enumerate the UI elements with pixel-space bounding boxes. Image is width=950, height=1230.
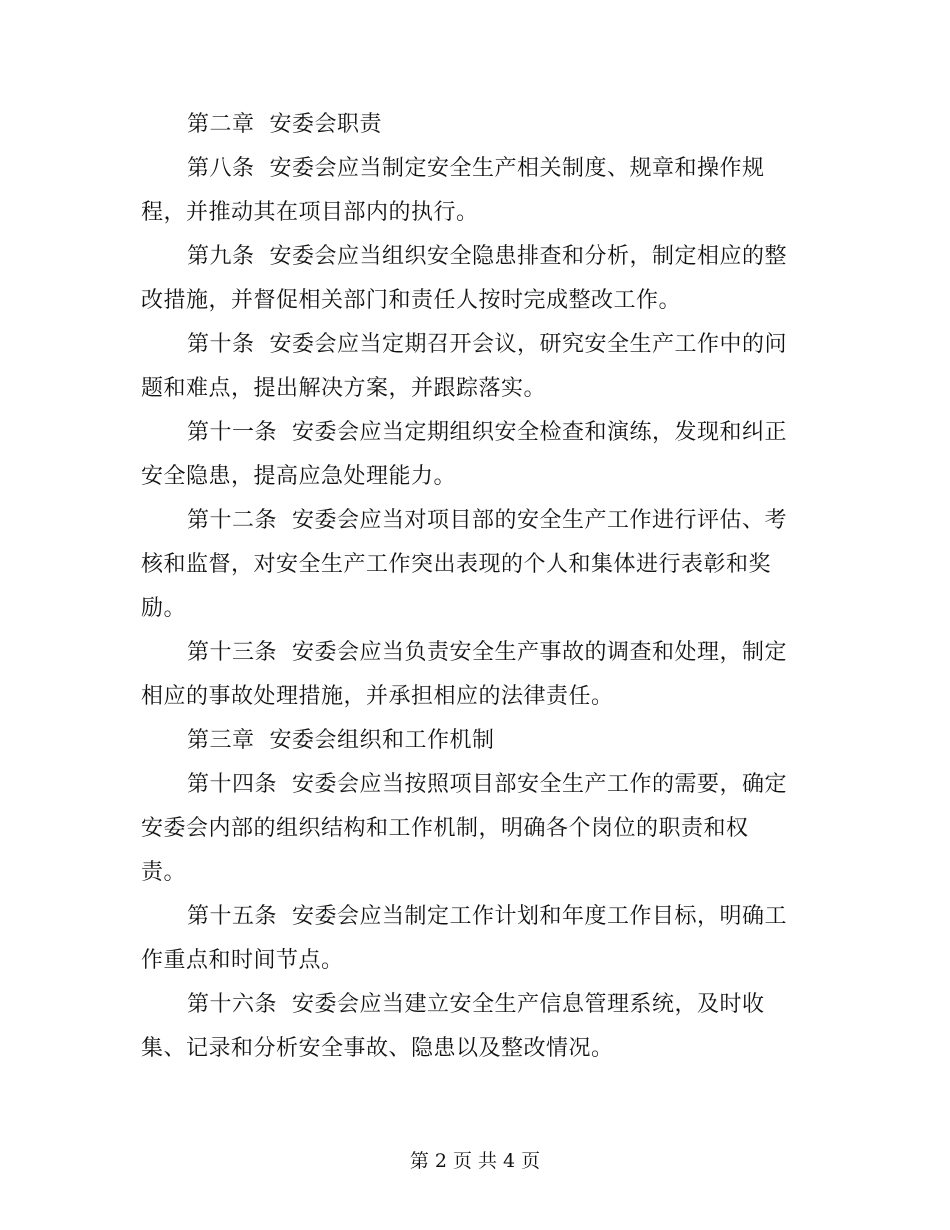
text-line: 第十四条 安委会应当按照项目部安全生产工作的需要，确定: [187, 772, 787, 797]
text-line: 相应的事故处理措施，并承担相应的法律责任。: [141, 684, 614, 709]
text-line: 责。: [141, 860, 187, 885]
text-line: 集、记录和分析安全事故、隐患以及整改情况。: [141, 1036, 614, 1061]
text-line: 第十三条 安委会应当负责安全生产事故的调查和处理，制定: [187, 640, 787, 665]
page-footer: 第 2 页 共 4 页: [409, 1150, 541, 1172]
article-paragraph: [141, 147, 821, 235]
text-line: 作重点和时间节点。: [141, 948, 344, 973]
text-line: 题和难点，提出解决方案，并跟踪落实。: [141, 376, 547, 401]
text-line: 第十五条 安委会应当制定工作计划和年度工作目标，明确工: [187, 904, 787, 929]
text-line: 安全隐患，提高应急处理能力。: [141, 464, 457, 489]
chapter-heading: [141, 103, 821, 147]
document-body: [141, 103, 821, 1071]
text-line: 第十二条 安委会应当对项目部的安全生产工作进行评估、考: [187, 508, 787, 533]
text-line: 第十条 安委会应当定期召开会议，研究安全生产工作中的问: [187, 332, 787, 357]
article-paragraph: [141, 499, 821, 631]
text-line: 第三章 安委会组织和工作机制: [187, 728, 495, 753]
article-paragraph: [141, 983, 821, 1071]
text-line: 第二章 安委会职责: [187, 112, 382, 137]
text-line: 程，并推动其在项目部内的执行。: [141, 200, 479, 225]
text-line: 核和监督，对安全生产工作突出表现的个人和集体进行表彰和奖: [141, 552, 772, 577]
text-line: 改措施，并督促相关部门和责任人按时完成整改工作。: [141, 288, 682, 313]
article-paragraph: [141, 323, 821, 411]
text-line: 第九条 安委会应当组织安全隐患排查和分析，制定相应的整: [187, 244, 787, 269]
text-line: 第八条 安委会应当制定安全生产相关制度、规章和操作规: [187, 156, 765, 181]
text-line: 第十一条 安委会应当定期组织安全检查和演练，发现和纠正: [187, 420, 787, 445]
article-paragraph: [141, 895, 821, 983]
article-paragraph: [141, 411, 821, 499]
text-line: 安委会内部的组织结构和工作机制，明确各个岗位的职责和权: [141, 816, 749, 841]
article-paragraph: [141, 235, 821, 323]
article-paragraph: [141, 763, 821, 895]
text-line: 励。: [141, 596, 187, 621]
article-paragraph: [141, 631, 821, 719]
chapter-heading: [141, 719, 821, 763]
text-line: 第十六条 安委会应当建立安全生产信息管理系统，及时收: [187, 992, 765, 1017]
